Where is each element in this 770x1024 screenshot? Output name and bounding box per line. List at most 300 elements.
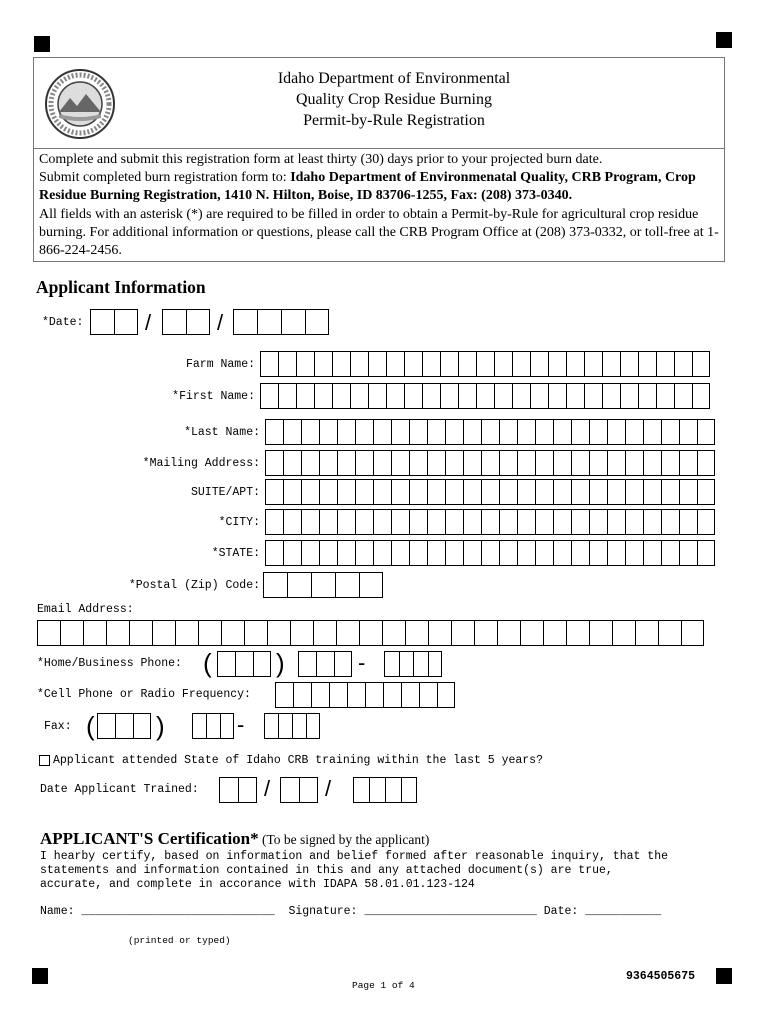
- farm-name-label: Farm Name:: [185, 358, 255, 371]
- mailing-address-label: *Mailing Address:: [142, 457, 260, 470]
- char-box[interactable]: [517, 419, 535, 445]
- char-box[interactable]: [553, 479, 571, 505]
- char-box[interactable]: [674, 351, 692, 377]
- char-box[interactable]: [404, 383, 422, 409]
- char-box[interactable]: [571, 479, 589, 505]
- char-box[interactable]: [643, 450, 661, 476]
- char-box[interactable]: [428, 651, 443, 677]
- char-box[interactable]: [265, 509, 283, 535]
- char-box[interactable]: [391, 509, 409, 535]
- char-box[interactable]: [133, 713, 151, 739]
- char-box[interactable]: [355, 419, 373, 445]
- char-box[interactable]: [386, 383, 404, 409]
- char-box[interactable]: [281, 309, 305, 335]
- char-box[interactable]: [656, 383, 674, 409]
- char-box[interactable]: [589, 479, 607, 505]
- char-box[interactable]: [383, 682, 401, 708]
- char-box[interactable]: [198, 620, 221, 646]
- home-phone-area-code[interactable]: [217, 651, 271, 677]
- char-box[interactable]: [129, 620, 152, 646]
- char-box[interactable]: [625, 419, 643, 445]
- char-box[interactable]: [186, 309, 210, 335]
- char-box[interactable]: [584, 383, 602, 409]
- char-box[interactable]: [301, 450, 319, 476]
- first-name-label: *First Name:: [172, 390, 255, 403]
- char-box[interactable]: [440, 383, 458, 409]
- char-box[interactable]: [301, 419, 319, 445]
- home-phone-line[interactable]: [384, 651, 442, 677]
- section-title: Applicant Information: [36, 277, 206, 297]
- char-box[interactable]: [643, 509, 661, 535]
- char-box[interactable]: [305, 309, 329, 335]
- char-box[interactable]: [535, 509, 553, 535]
- char-box[interactable]: [265, 540, 283, 566]
- home-phone-prefix[interactable]: [298, 651, 352, 677]
- char-box[interactable]: [535, 450, 553, 476]
- char-box[interactable]: [401, 777, 417, 803]
- certification-title: [40, 829, 429, 849]
- char-box[interactable]: [517, 479, 535, 505]
- char-box[interactable]: [512, 383, 530, 409]
- char-box[interactable]: [692, 383, 710, 409]
- char-box[interactable]: [260, 351, 278, 377]
- char-box[interactable]: [355, 540, 373, 566]
- char-box[interactable]: [427, 540, 445, 566]
- char-box[interactable]: [353, 777, 369, 803]
- char-box[interactable]: [60, 620, 83, 646]
- trained-day-input[interactable]: [280, 777, 318, 803]
- char-box[interactable]: [638, 383, 656, 409]
- char-box[interactable]: [373, 450, 391, 476]
- char-box[interactable]: [566, 620, 589, 646]
- char-box[interactable]: [280, 777, 299, 803]
- char-box[interactable]: [679, 509, 697, 535]
- char-box[interactable]: [409, 540, 427, 566]
- char-box[interactable]: [451, 620, 474, 646]
- char-box[interactable]: [520, 620, 543, 646]
- char-box[interactable]: [625, 509, 643, 535]
- char-box[interactable]: [296, 383, 314, 409]
- char-box[interactable]: [332, 351, 350, 377]
- first-name-input[interactable]: [260, 383, 710, 409]
- char-box[interactable]: [287, 572, 311, 598]
- char-box[interactable]: [445, 450, 463, 476]
- char-box[interactable]: [566, 351, 584, 377]
- char-box[interactable]: [571, 419, 589, 445]
- char-box[interactable]: [625, 540, 643, 566]
- char-box[interactable]: [643, 419, 661, 445]
- char-box[interactable]: [697, 540, 715, 566]
- char-box[interactable]: [83, 620, 106, 646]
- char-box[interactable]: [481, 479, 499, 505]
- char-box[interactable]: [602, 351, 620, 377]
- char-box[interactable]: [419, 682, 437, 708]
- char-box[interactable]: [679, 540, 697, 566]
- training-checkbox[interactable]: [39, 755, 50, 766]
- char-box[interactable]: [566, 383, 584, 409]
- form-header: [33, 57, 725, 149]
- cell-phone-input[interactable]: [275, 682, 455, 708]
- char-box[interactable]: [553, 450, 571, 476]
- char-box[interactable]: [335, 572, 359, 598]
- char-box[interactable]: [334, 651, 352, 677]
- char-box[interactable]: [290, 620, 313, 646]
- char-box[interactable]: [299, 777, 318, 803]
- char-box[interactable]: [368, 351, 386, 377]
- char-box[interactable]: [337, 479, 355, 505]
- fax-label: Fax:: [44, 720, 72, 733]
- cell-phone-label: *Cell Phone or Radio Frequency:: [37, 688, 251, 701]
- char-box[interactable]: [296, 351, 314, 377]
- char-box[interactable]: [257, 309, 281, 335]
- char-box[interactable]: [301, 509, 319, 535]
- char-box[interactable]: [697, 419, 715, 445]
- char-box[interactable]: [409, 450, 427, 476]
- char-box[interactable]: [589, 540, 607, 566]
- fax-prefix[interactable]: [192, 713, 234, 739]
- char-box[interactable]: [365, 682, 383, 708]
- char-box[interactable]: [260, 383, 278, 409]
- char-box[interactable]: [427, 450, 445, 476]
- char-box[interactable]: [535, 419, 553, 445]
- char-box[interactable]: [373, 509, 391, 535]
- suite-input[interactable]: [265, 479, 715, 505]
- char-box[interactable]: [337, 450, 355, 476]
- char-box[interactable]: [625, 450, 643, 476]
- char-box[interactable]: [543, 620, 566, 646]
- char-box[interactable]: [292, 713, 306, 739]
- email-label: Email Address:: [37, 603, 134, 616]
- char-box[interactable]: [620, 351, 638, 377]
- char-box[interactable]: [474, 620, 497, 646]
- char-box[interactable]: [332, 383, 350, 409]
- char-box[interactable]: [336, 620, 359, 646]
- trained-slash: /: [264, 776, 271, 801]
- char-box[interactable]: [391, 479, 409, 505]
- char-box[interactable]: [612, 620, 635, 646]
- zip-input[interactable]: [263, 572, 383, 598]
- char-box[interactable]: [427, 509, 445, 535]
- char-box[interactable]: [152, 620, 175, 646]
- char-box[interactable]: [499, 540, 517, 566]
- char-box[interactable]: [497, 620, 520, 646]
- char-box[interactable]: [625, 479, 643, 505]
- mailing-address-input[interactable]: [265, 450, 715, 476]
- char-box[interactable]: [337, 540, 355, 566]
- char-box[interactable]: [283, 419, 301, 445]
- char-box[interactable]: [553, 419, 571, 445]
- char-box[interactable]: [283, 450, 301, 476]
- char-box[interactable]: [445, 419, 463, 445]
- char-box[interactable]: [440, 351, 458, 377]
- area-code-close: ): [276, 648, 285, 678]
- char-box[interactable]: [278, 383, 296, 409]
- char-box[interactable]: [548, 383, 566, 409]
- char-box[interactable]: [244, 620, 267, 646]
- char-box[interactable]: [319, 540, 337, 566]
- char-box[interactable]: [293, 682, 311, 708]
- char-box[interactable]: [319, 479, 337, 505]
- char-box[interactable]: [517, 509, 535, 535]
- char-box[interactable]: [463, 509, 481, 535]
- char-box[interactable]: [217, 651, 235, 677]
- date-slash: /: [217, 310, 224, 335]
- char-box[interactable]: [278, 713, 292, 739]
- char-box[interactable]: [384, 651, 399, 677]
- char-box[interactable]: [359, 572, 383, 598]
- char-box[interactable]: [681, 620, 704, 646]
- fax-line[interactable]: [264, 713, 320, 739]
- char-box[interactable]: [530, 383, 548, 409]
- char-box[interactable]: [278, 351, 296, 377]
- char-box[interactable]: [405, 620, 428, 646]
- char-box[interactable]: [275, 682, 293, 708]
- date-trained-label: Date Applicant Trained:: [40, 783, 199, 796]
- char-box[interactable]: [458, 383, 476, 409]
- date-label: *Date:: [42, 316, 84, 329]
- char-box[interactable]: [661, 450, 679, 476]
- char-box[interactable]: [265, 419, 283, 445]
- char-box[interactable]: [37, 620, 60, 646]
- char-box[interactable]: [437, 682, 455, 708]
- char-box[interactable]: [337, 509, 355, 535]
- char-box[interactable]: [661, 540, 679, 566]
- fax-area-open: (: [86, 711, 95, 741]
- char-box[interactable]: [238, 777, 257, 803]
- char-box[interactable]: [221, 620, 244, 646]
- char-box[interactable]: [553, 509, 571, 535]
- char-box[interactable]: [638, 351, 656, 377]
- char-box[interactable]: [445, 540, 463, 566]
- fax-area-code[interactable]: [97, 713, 151, 739]
- char-box[interactable]: [413, 651, 428, 677]
- char-box[interactable]: [373, 540, 391, 566]
- char-box[interactable]: [697, 479, 715, 505]
- char-box[interactable]: [481, 419, 499, 445]
- char-box[interactable]: [359, 620, 382, 646]
- char-box[interactable]: [445, 479, 463, 505]
- char-box[interactable]: [476, 351, 494, 377]
- char-box[interactable]: [445, 509, 463, 535]
- char-box[interactable]: [329, 682, 347, 708]
- char-box[interactable]: [355, 509, 373, 535]
- city-input[interactable]: [265, 509, 715, 535]
- char-box[interactable]: [571, 540, 589, 566]
- trained-month-input[interactable]: [219, 777, 257, 803]
- last-name-input[interactable]: [265, 419, 715, 445]
- char-box[interactable]: [404, 351, 422, 377]
- char-box[interactable]: [373, 419, 391, 445]
- char-box[interactable]: [219, 777, 238, 803]
- char-box[interactable]: [494, 351, 512, 377]
- instructions-box: [33, 149, 725, 262]
- date-year-input[interactable]: [233, 309, 329, 335]
- char-box[interactable]: [301, 540, 319, 566]
- char-box[interactable]: [499, 450, 517, 476]
- char-box[interactable]: [265, 450, 283, 476]
- char-box[interactable]: [499, 479, 517, 505]
- char-box[interactable]: [517, 450, 535, 476]
- char-box[interactable]: [314, 351, 332, 377]
- char-box[interactable]: [571, 509, 589, 535]
- char-box[interactable]: [692, 351, 710, 377]
- char-box[interactable]: [313, 620, 336, 646]
- char-box[interactable]: [427, 479, 445, 505]
- char-box[interactable]: [114, 309, 138, 335]
- char-box[interactable]: [319, 509, 337, 535]
- char-box[interactable]: [355, 450, 373, 476]
- char-box[interactable]: [643, 479, 661, 505]
- char-box[interactable]: [661, 509, 679, 535]
- char-box[interactable]: [679, 450, 697, 476]
- char-box[interactable]: [602, 383, 620, 409]
- char-box[interactable]: [661, 419, 679, 445]
- char-box[interactable]: [401, 682, 419, 708]
- char-box[interactable]: [264, 713, 278, 739]
- char-box[interactable]: [422, 351, 440, 377]
- char-box[interactable]: [643, 540, 661, 566]
- char-box[interactable]: [391, 540, 409, 566]
- email-input[interactable]: [37, 620, 704, 646]
- char-box[interactable]: [311, 572, 335, 598]
- char-box[interactable]: [589, 450, 607, 476]
- char-box[interactable]: [658, 620, 681, 646]
- char-box[interactable]: [458, 351, 476, 377]
- char-box[interactable]: [319, 450, 337, 476]
- date-month-input[interactable]: [90, 309, 138, 335]
- char-box[interactable]: [571, 450, 589, 476]
- char-box[interactable]: [530, 351, 548, 377]
- char-box[interactable]: [476, 383, 494, 409]
- char-box[interactable]: [481, 509, 499, 535]
- char-box[interactable]: [311, 682, 329, 708]
- char-box[interactable]: [422, 383, 440, 409]
- char-box[interactable]: [584, 351, 602, 377]
- state-input[interactable]: [265, 540, 715, 566]
- char-box[interactable]: [314, 383, 332, 409]
- char-box[interactable]: [283, 540, 301, 566]
- farm-name-input[interactable]: [260, 351, 710, 377]
- char-box[interactable]: [391, 419, 409, 445]
- char-box[interactable]: [463, 479, 481, 505]
- signature-line[interactable]: Name: ____________________________ Signature: _________________________ Date: ___________: [40, 905, 662, 918]
- char-box[interactable]: [382, 620, 405, 646]
- char-box[interactable]: [220, 713, 234, 739]
- char-box[interactable]: [90, 309, 114, 335]
- char-box[interactable]: [399, 651, 414, 677]
- char-box[interactable]: [553, 540, 571, 566]
- char-box[interactable]: [463, 419, 481, 445]
- char-box[interactable]: [463, 540, 481, 566]
- char-box[interactable]: [607, 419, 625, 445]
- char-box[interactable]: [499, 419, 517, 445]
- char-box[interactable]: [316, 651, 334, 677]
- char-box[interactable]: [385, 777, 401, 803]
- char-box[interactable]: [620, 383, 638, 409]
- char-box[interactable]: [674, 383, 692, 409]
- char-box[interactable]: [263, 572, 287, 598]
- char-box[interactable]: [607, 479, 625, 505]
- char-box[interactable]: [233, 309, 257, 335]
- char-box[interactable]: [656, 351, 674, 377]
- char-box[interactable]: [386, 351, 404, 377]
- char-box[interactable]: [409, 419, 427, 445]
- char-box[interactable]: [409, 479, 427, 505]
- char-box[interactable]: [235, 651, 253, 677]
- char-box[interactable]: [697, 509, 715, 535]
- char-box[interactable]: [679, 419, 697, 445]
- char-box[interactable]: [350, 351, 368, 377]
- char-box[interactable]: [481, 450, 499, 476]
- char-box[interactable]: [162, 309, 186, 335]
- char-box[interactable]: [283, 479, 301, 505]
- char-box[interactable]: [306, 713, 320, 739]
- char-box[interactable]: [301, 479, 319, 505]
- char-box[interactable]: [373, 479, 391, 505]
- char-box[interactable]: [607, 509, 625, 535]
- char-box[interactable]: [481, 540, 499, 566]
- char-box[interactable]: [267, 620, 290, 646]
- char-box[interactable]: [283, 509, 301, 535]
- certification-text: I hearby certify, based on information and belief formed after reasonable inquiry, that the statements and information contained in this and any attached document(s) are true, accurate, and complete in accorance with IDAPA 58.01.01.123-124: [40, 850, 669, 891]
- char-box[interactable]: [391, 450, 409, 476]
- char-box[interactable]: [589, 419, 607, 445]
- date-day-input[interactable]: [162, 309, 210, 335]
- char-box[interactable]: [427, 419, 445, 445]
- char-box[interactable]: [517, 540, 535, 566]
- char-box[interactable]: [206, 713, 220, 739]
- char-box[interactable]: [350, 383, 368, 409]
- char-box[interactable]: [192, 713, 206, 739]
- char-box[interactable]: [253, 651, 271, 677]
- char-box[interactable]: [347, 682, 365, 708]
- char-box[interactable]: [106, 620, 129, 646]
- char-box[interactable]: [175, 620, 198, 646]
- char-box[interactable]: [661, 479, 679, 505]
- trained-year-input[interactable]: [353, 777, 417, 803]
- submit-prefix: Submit completed burn registration form to:: [39, 170, 291, 186]
- char-box[interactable]: [607, 450, 625, 476]
- form-title-line: Quality Crop Residue Burning: [296, 91, 492, 108]
- char-box[interactable]: [368, 383, 386, 409]
- registration-mark-top-left: [34, 36, 50, 52]
- char-box[interactable]: [409, 509, 427, 535]
- char-box[interactable]: [298, 651, 316, 677]
- char-box[interactable]: [635, 620, 658, 646]
- char-box[interactable]: [548, 351, 566, 377]
- char-box[interactable]: [589, 620, 612, 646]
- char-box[interactable]: [679, 479, 697, 505]
- char-box[interactable]: [369, 777, 385, 803]
- char-box[interactable]: [499, 509, 517, 535]
- char-box[interactable]: [337, 419, 355, 445]
- char-box[interactable]: [535, 479, 553, 505]
- char-box[interactable]: [115, 713, 133, 739]
- char-box[interactable]: [535, 540, 553, 566]
- char-box[interactable]: [463, 450, 481, 476]
- char-box[interactable]: [355, 479, 373, 505]
- char-box[interactable]: [607, 540, 625, 566]
- char-box[interactable]: [265, 479, 283, 505]
- char-box[interactable]: [512, 351, 530, 377]
- char-box[interactable]: [428, 620, 451, 646]
- registration-mark-bottom-left: [32, 968, 48, 984]
- char-box[interactable]: [697, 450, 715, 476]
- char-box[interactable]: [494, 383, 512, 409]
- char-box[interactable]: [319, 419, 337, 445]
- char-box[interactable]: [589, 509, 607, 535]
- char-box[interactable]: [97, 713, 115, 739]
